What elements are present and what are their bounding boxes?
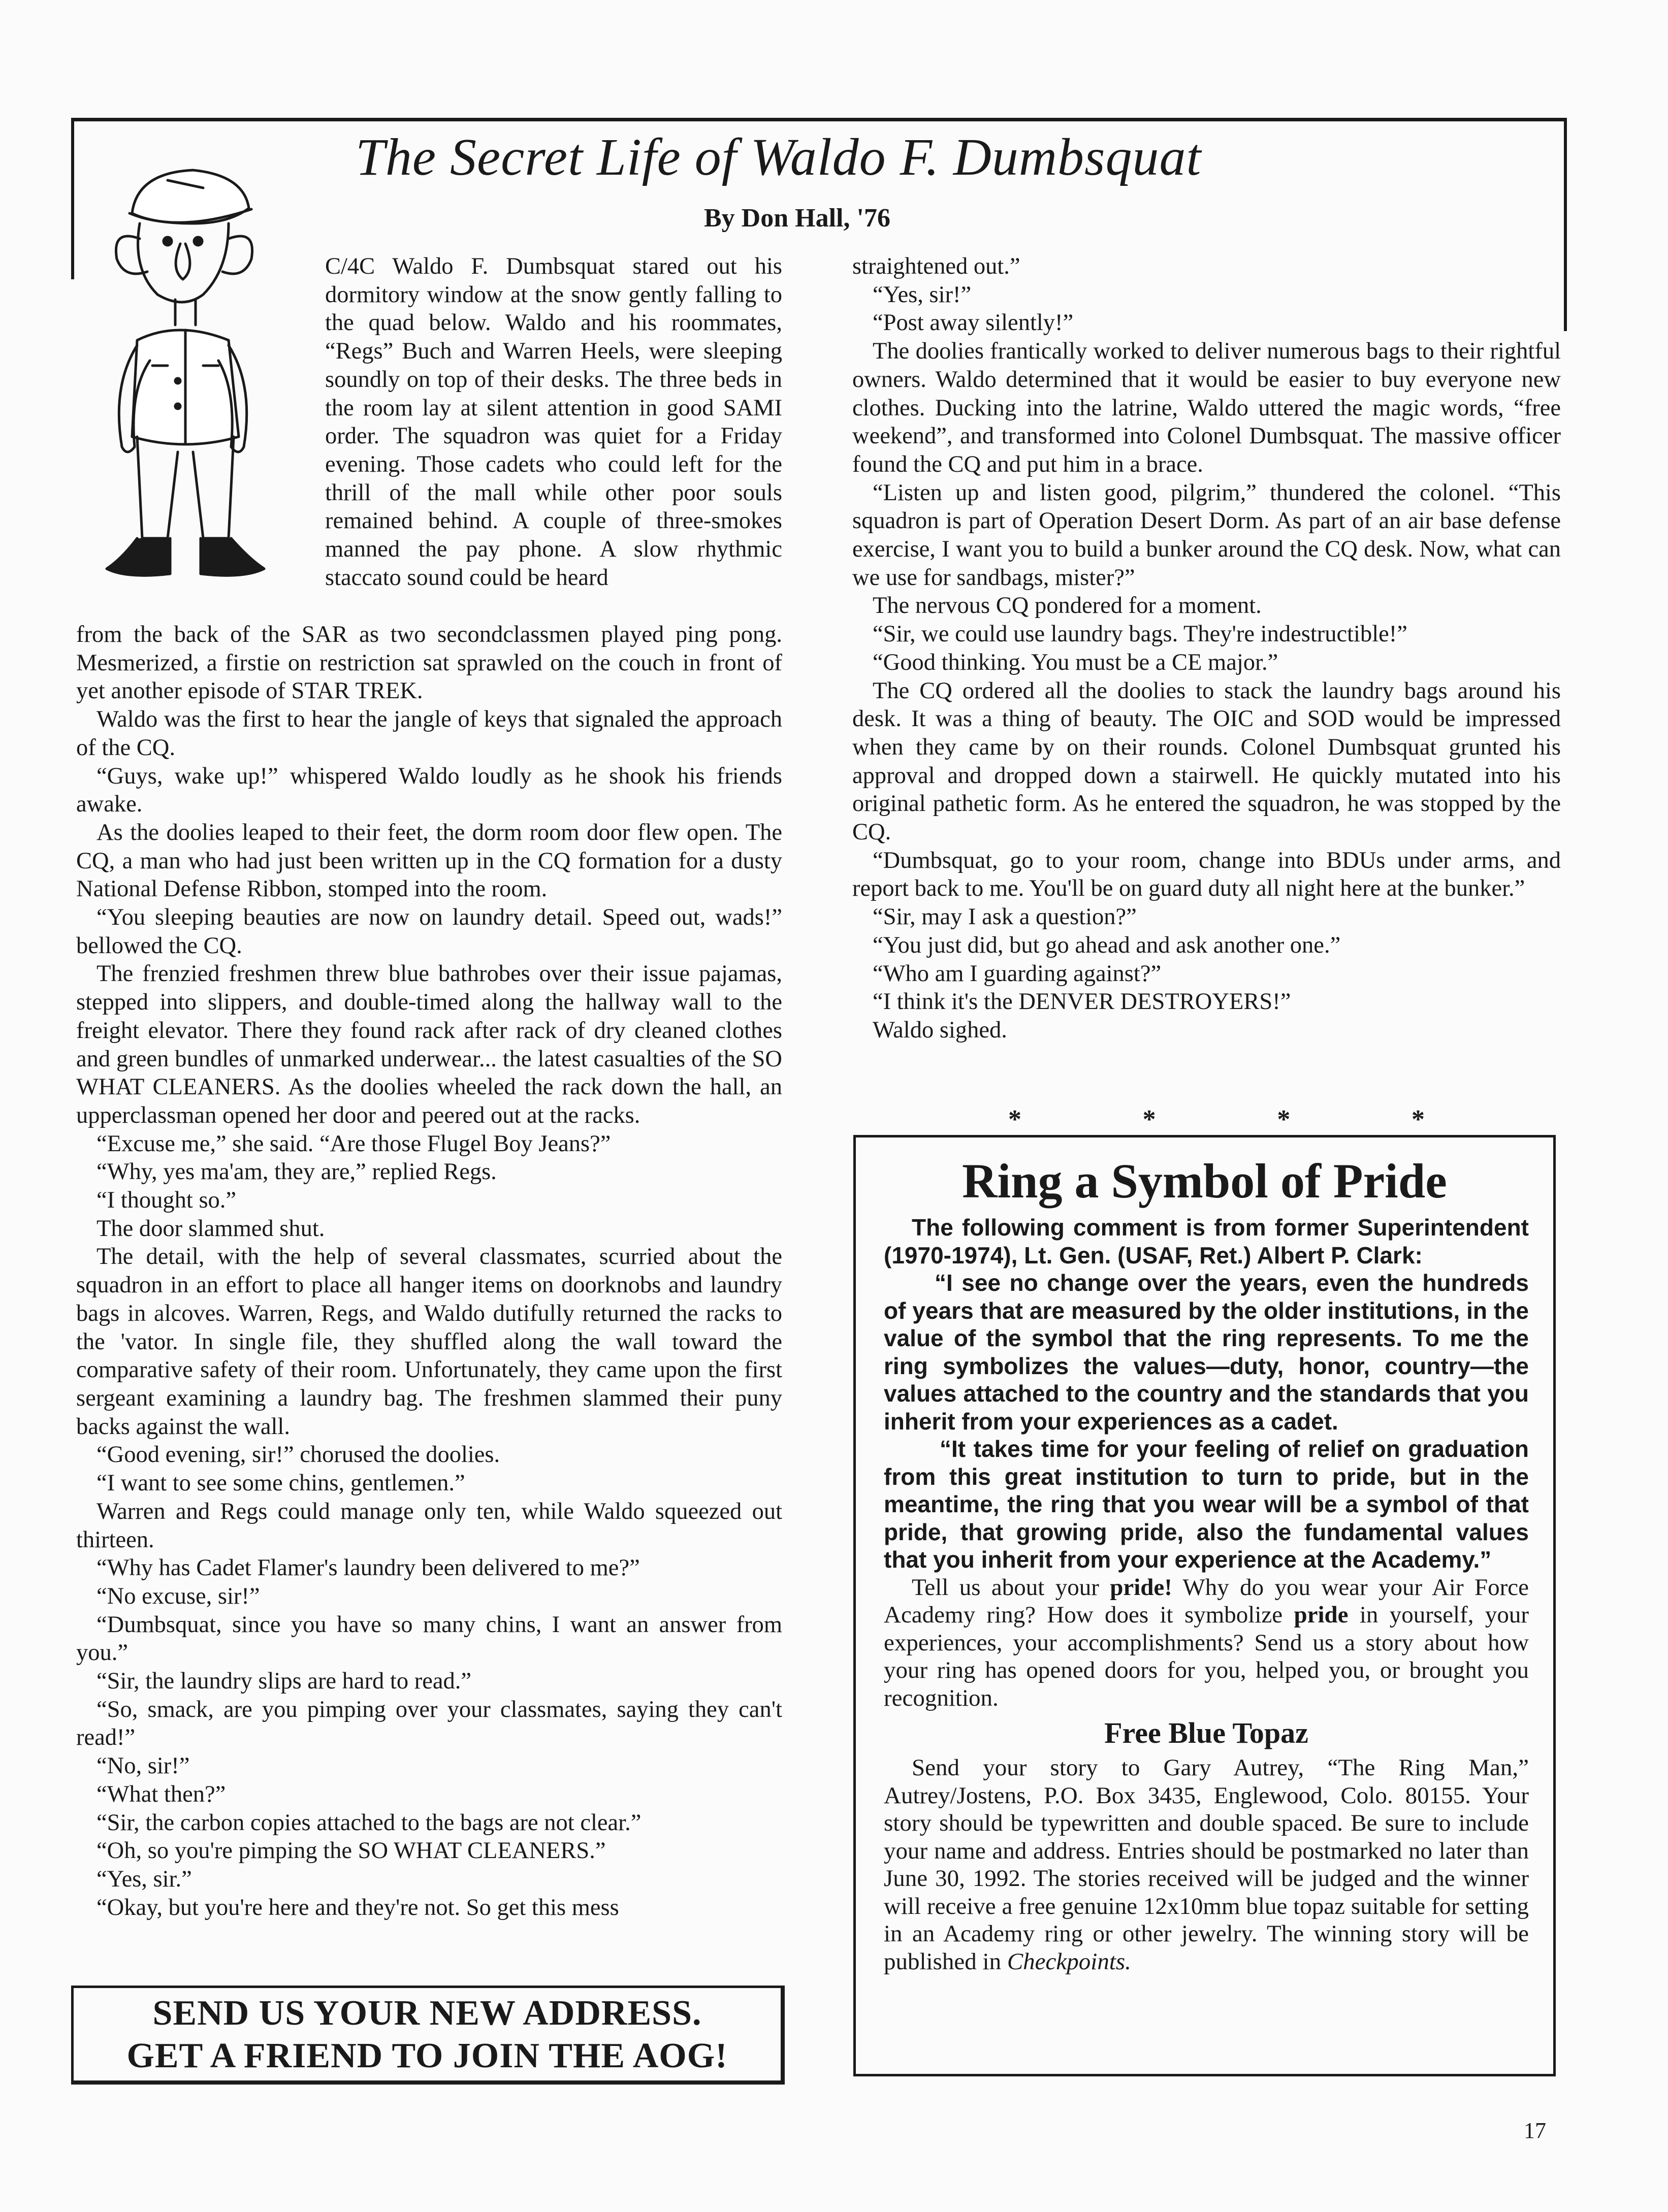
pride-emphasis: pride — [1294, 1602, 1349, 1628]
article-paragraph: from the back of the SAR as two secondclassmen played ping pong. Mesmerized, a firstie on restriction sat sprawled on the couch in front of yet another episode of STAR TREK. — [76, 622, 782, 704]
article-paragraph: “So, smack, are you pimping over your classmates, saying they can't read!” — [76, 1696, 782, 1751]
ring-subhead: Free Blue Topaz — [1104, 1716, 1308, 1749]
tell-text: Tell us about your — [912, 1574, 1110, 1601]
article-paragraph: Warren and Regs could manage only ten, while Waldo squeezed out thirteen. — [76, 1498, 782, 1553]
ring-box-body — [884, 1214, 1529, 1975]
separator-star: * — [1277, 1105, 1291, 1134]
quote-text: “It takes time for your feeling of relief on graduation from this great institution to turn to — [884, 1436, 1529, 1490]
ring-intro: The following comment is from former Superintendent (1970-1974), Lt. Gen. (USAF, Ret.) Albert P. Clark: — [884, 1214, 1529, 1268]
quote-text: that growing — [947, 1518, 1120, 1545]
article-paragraph: “Sir, may I ask a question?” — [873, 904, 1137, 930]
ring-pride-box — [853, 1135, 1556, 2076]
article-paragraph: “Why has Cadet Flamer's laundry been delivered to me?” — [97, 1555, 640, 1581]
send-text: Send your story to Gary Autrey, “The Ring Man,” Autrey/Jostens, P.O. Box 3435, Englewood, Colo. 80155. Your story should be typewritten and double spaced. Be sure to include your name and address. Entries should be postmarked no later than June 30, 1992. The stories received will be judged and the winner will receive a free genuine 12x10mm blue topaz suitable for setting in an Academy ring or other jewelry. The winning story will be published in — [884, 1754, 1529, 1975]
article-paragraph: The CQ ordered all the doolies to stack the laundry bags around his desk. It was a thing of beauty. The OIC and SOD would be impressed when they came by on their rounds. Colonel Dumbsquat grunted his approval and dropped down a stairwell. He quickly mutated into his original pathetic form. As he entered the squadron, he was stopped by the CQ. — [852, 677, 1561, 845]
page-number: 17 — [1524, 2118, 1546, 2143]
top-rule — [71, 118, 1567, 121]
pride-emphasis: pride! — [1110, 1574, 1172, 1601]
ring-send-info — [884, 1754, 1529, 1975]
tell-text: Why do you wear your Air Force Academy ring? How does it symbolize — [884, 1574, 1529, 1628]
article-paragraph: “Sir, the laundry slips are hard to read.” — [97, 1668, 472, 1695]
article-paragraph: straightened out.” — [852, 253, 1020, 279]
article-paragraph: “You sleeping beauties are now on laundry detail. Speed out, wads!” bellowed the CQ. — [76, 904, 782, 959]
article-paragraph: “No, sir!” — [97, 1753, 190, 1779]
article-paragraph: “Good thinking. You must be a CE major.” — [873, 649, 1278, 675]
article-paragraph: “Yes, sir.” — [97, 1866, 192, 1892]
left-rule — [71, 118, 74, 279]
article-paragraph: C/4C Waldo F. Dumbsquat stared out his dormitory window at the snow gently falling to the quad below. Waldo and his roommates, “Regs” Buch and Warren Heels, were sleeping soundly on top of their desks. The three beds in the room lay at silent attention in good SAMI order. The squadron was quiet for a Friday evening. Those cadets who could left for the thrill of the mall while other poor souls remained behind. A couple of three-smokes manned the pay phone. A slow rhythmic staccato sound could be heard — [325, 253, 782, 591]
article-right-column — [852, 252, 1561, 1045]
article-paragraph: “You just did, but go ahead and ask another one.” — [873, 932, 1341, 958]
address-box — [71, 1986, 785, 2085]
article-paragraph: “Dumbsquat, go to your room, change into BDUs under arms, and report back to me. You'll be on guard duty all night here at the bunker.” — [852, 847, 1561, 902]
article-paragraph: “What then?” — [97, 1781, 226, 1807]
article-paragraph: “Dumbsquat, since you have so many chins, I want an answer from you.” — [76, 1611, 782, 1666]
ring-quote-2 — [884, 1435, 1529, 1574]
pride-emphasis: pride, — [884, 1518, 948, 1545]
separator-star: * — [1411, 1105, 1425, 1134]
article-paragraph: “I want to see some chins, gentlemen.” — [97, 1470, 465, 1497]
article-byline: By Don Hall, '76 — [704, 204, 890, 233]
tell-text: in yourself, your experiences, your accomplishments? Send us a story about how your ring has opened doors for you, helped you, or brought you recognition. — [884, 1602, 1529, 1711]
article-paragraph: “Excuse me,” she said. “Are those Flugel Boy Jeans?” — [97, 1130, 611, 1157]
article-paragraph: The frenzied freshmen threw blue bathrobes over their issue pajamas, stepped into slippers, and double-timed along the hallway wall to the freight elevator. There they found rack after rack of dry cleaned clothes and green bundles of unmarked underwear... the latest casualties of the SO WHAT CLEANERS. As the doolies wheeled the rack down the hall, an upperclassman opened her door and peered out at the racks. — [76, 961, 782, 1128]
article-paragraph: “Good evening, sir!” chorused the doolies. — [97, 1442, 500, 1468]
article-paragraph: Waldo was the first to hear the jangle of keys that signaled the approach of the CQ. — [76, 706, 782, 761]
article-paragraph: “Listen up and listen good, pilgrim,” thundered the colonel. “This squadron is part of Operation Desert Dorm. As part of an air base defense exercise, I want you to build a bunker around the CQ desk. Now, what can we use for sandbags, mister?” — [852, 479, 1561, 591]
article-paragraph: “Oh, so you're pimping the SO WHAT CLEANERS.” — [97, 1838, 606, 1864]
article-paragraph: The detail, with the help of several classmates, scurried about the squadron in an effort to place all hanger items on doorknobs and laundry bags in alcoves. Warren, Regs, and Waldo dutifully returned the racks to the 'vator. In single file, they shuffled along the wall toward the comparative safety of their room. Unfortunately, they came upon the first sergeant examining a laundry bag. The freshmen slammed their puny backs against the wall. — [76, 1244, 782, 1440]
article-paragraph: “Yes, sir!” — [873, 281, 972, 308]
publication-name: Checkpoints. — [1007, 1948, 1131, 1975]
ring-tell-us — [884, 1574, 1529, 1712]
quote-text: but in the meantime, the ring that you wear will be a symbol of that — [884, 1463, 1529, 1517]
address-line-1: SEND US YOUR NEW ADDRESS. — [152, 1994, 702, 2033]
article-paragraph: “Sir, we could use laundry bags. They're indestructible!” — [873, 621, 1407, 647]
pride-emphasis: pride, — [1119, 1518, 1184, 1545]
article-paragraph: “No excuse, sir!” — [97, 1583, 260, 1609]
article-paragraph: “I thought so.” — [97, 1187, 237, 1214]
quote-text: also the fundamental values that you inherit from your experience at the Academy.” — [884, 1518, 1529, 1573]
ring-box-title: Ring a Symbol of Pride — [962, 1154, 1447, 1208]
article-title: The Secret Life of Waldo F. Dumbsquat — [356, 128, 1202, 186]
article-paragraph: Waldo sighed. — [873, 1017, 1007, 1043]
article-paragraph: “I think it's the DENVER DESTROYERS!” — [873, 989, 1291, 1015]
article-paragraph: The nervous CQ pondered for a moment. — [873, 593, 1262, 619]
article-paragraph: “Who am I guarding against?” — [873, 960, 1162, 987]
article-paragraph: “Okay, but you're here and they're not. So get this mess — [97, 1894, 619, 1921]
separator-star: * — [1142, 1105, 1156, 1134]
pride-emphasis: pride, — [1332, 1463, 1396, 1490]
article-paragraph: “Guys, wake up!” whispered Waldo loudly as he shook his friends awake. — [76, 763, 782, 818]
section-separator — [1008, 1104, 1425, 1134]
article-paragraph: As the doolies leaped to their feet, the dorm room door flew open. The CQ, a man who had just been written up in the CQ formation for a dusty National Defense Ribbon, stomped into the room. — [76, 819, 782, 902]
separator-star: * — [1008, 1105, 1021, 1134]
waldo-cartoon-illustration — [76, 152, 290, 599]
right-rule — [1564, 118, 1567, 331]
article-paragraph: The doolies frantically worked to deliver numerous bags to their rightful owners. Waldo determined that it would be easier to buy everyone new clothes. Ducking into the latrine, Waldo uttered the magic words, “free weekend”, and transformed into Colonel Dumbsquat. The massive officer found the CQ and put him in a brace. — [852, 338, 1561, 477]
article-left-column — [76, 621, 782, 1922]
article-paragraph: “Sir, the carbon copies attached to the bags are not clear.” — [97, 1809, 641, 1836]
address-line-2: GET A FRIEND TO JOIN THE AOG! — [126, 2036, 728, 2075]
ring-quote-1: “I see no change over the years, even the hundreds of years that are measured by the older institutions, in the value of the symbol that the ring represents. To me the ring symbolizes the values—duty, honor, country—the values attached to the country and the standards that you inherit from your experiences as a cadet. — [884, 1270, 1529, 1435]
article-paragraph: “Post away silently!” — [873, 310, 1074, 336]
article-paragraph: The door slammed shut. — [97, 1215, 325, 1242]
article-paragraph: “Why, yes ma'am, they are,” replied Regs. — [97, 1159, 497, 1185]
article-intro-column — [325, 252, 782, 592]
